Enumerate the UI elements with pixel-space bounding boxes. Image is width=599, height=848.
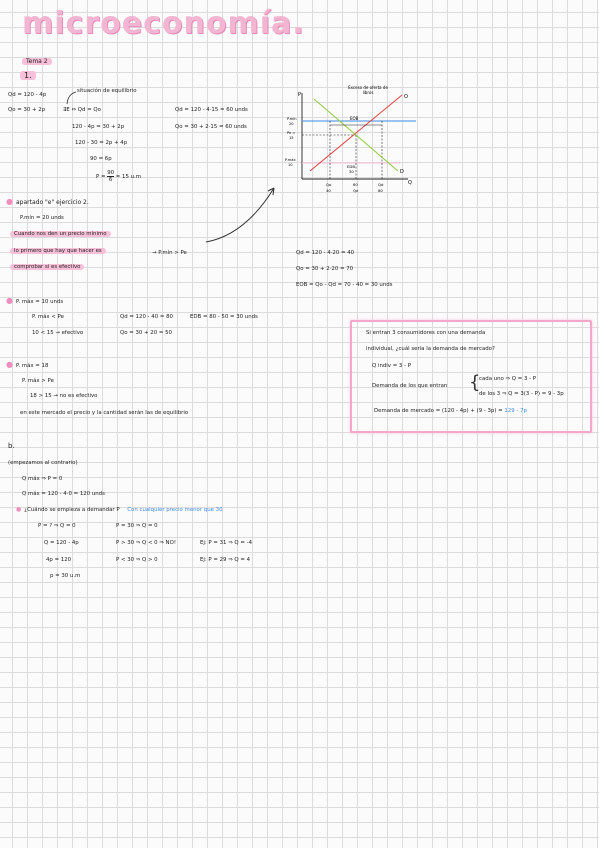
demand-label: D: [400, 169, 404, 175]
brace-icon: {: [469, 372, 481, 393]
edb-label: EDB: [347, 164, 355, 169]
apartado-e-line3: comprobar si es efectivo: [10, 264, 84, 271]
pmax10-line2: 10 < 15 → efectivo: [32, 330, 84, 336]
p-axis-label: P: [298, 92, 302, 98]
pmax10-heading: ● P. máx = 10 unds: [6, 296, 64, 305]
eob-label: EOB: [350, 116, 359, 121]
demand-equation: Qd = 120 - 4p: [8, 92, 47, 98]
pmax18-line1: P. máx > Pe: [22, 378, 54, 384]
ex-b-c3-1: Ej: P = 29 ⇒ Q = 4: [200, 557, 251, 563]
ex-b-line3: Q máx = 120 - 4·0 = 120 unds: [22, 491, 105, 497]
pmax10-qo: Qo = 30 + 20 = 50: [120, 330, 172, 336]
apartado-e-qd: Qd = 120 - 4·20 = 40: [296, 250, 355, 256]
equilibrium-note: situación de equilibrio: [77, 88, 137, 94]
step-2: 120 - 4p = 30 + 2p: [72, 124, 125, 130]
pmin-value: 20: [289, 122, 294, 126]
ex-b-c2-1: P > 30 ⇒ Q < 0 ⇒ NO!: [116, 540, 176, 546]
step-4: 90 = 6p: [90, 156, 112, 162]
apartado-e-eob: EOB = Qo - Qd = 70 - 40 = 30 unds: [296, 282, 393, 288]
x-value-qo: 40: [326, 188, 331, 193]
pe-label: Pe =: [287, 131, 296, 135]
apartado-e-line1: Cuando nos den un precio mínimo: [10, 231, 111, 238]
q-axis-label: Q: [408, 180, 412, 186]
x-label-qo: Qo: [326, 182, 332, 187]
supply-label: O: [404, 94, 408, 100]
edb-value: 30: [349, 169, 354, 174]
pmax-label: P.máx: [285, 158, 296, 162]
pmax10-edb: EDB = 80 - 50 = 30 unds: [190, 314, 258, 320]
pmax18-heading: ● P. máx = 18: [6, 360, 49, 369]
page-title: microeconomía.: [22, 6, 305, 41]
step-1: ∃E ⇔ Qd = Qo: [63, 107, 101, 113]
qo-result: Qo = 30 + 2·15 = 60 unds: [175, 124, 247, 130]
apartado-e-line2: lo primero que hay que hacer es: [10, 248, 106, 255]
apartado-e-heading: ● apartado "e" ejercicio 2.: [6, 197, 89, 206]
connector-arrow-icon: [200, 180, 280, 250]
pmax10-qd: Qd = 120 - 40 = 80: [120, 314, 173, 320]
step-3: 120 - 30 = 2p + 4p: [75, 140, 128, 146]
qd-result: Qd = 120 - 4·15 = 60 unds: [175, 107, 248, 113]
apartado-e-qo: Qo = 30 + 2·20 = 70: [296, 266, 354, 272]
supply-demand-graph: [280, 85, 420, 200]
pmax10-line1: P. máx < Pe: [32, 314, 64, 320]
box-line4-three: de los 3 ⇒ Q = 3(3 - P) = 9 - 3p: [479, 391, 564, 397]
ex-b-c2-2: P < 30 ⇒ Q > 0: [116, 557, 158, 563]
ex-b-c1-2: 4p = 120: [46, 557, 72, 563]
ex-b-c1-0: P = ? ⇒ Q = 0: [38, 523, 76, 529]
x-label-qd: Qd: [378, 182, 384, 187]
ex-b-c3-0: Ej: P = 31 ⇒ Q = -4: [200, 540, 252, 546]
box-line1: Si entran 3 consumidores con una demanda: [366, 330, 486, 336]
note-arrow-icon: [64, 90, 78, 106]
supply-equation: Qo = 30 + 2p: [8, 107, 46, 113]
pmax-value: 10: [288, 163, 293, 167]
ex-b-line2: Q máx ⇒ P = 0: [22, 476, 63, 482]
pmax18-line3: en este mercado el precio y la cantidad serán las de equilibrio: [20, 410, 189, 416]
pmax18-line2: 18 > 15 → no es efectivo: [30, 393, 98, 399]
ex-b-c1-1: Q = 120 - 4p: [44, 540, 79, 546]
ex-b-line4: ● ¿Cuándo se empieza a demandar P Con cualquier precio menor que 30: [16, 506, 223, 513]
ex-b-line1: (empezamos al contrario): [8, 460, 78, 466]
ex-b-c1-3: p = 30 u.m: [50, 573, 81, 579]
apartado-e-arrow: → P.mín > Pe: [152, 250, 187, 256]
pmin-label: P.mín: [287, 117, 297, 121]
box-line4-label: Demanda de los que entran: [372, 383, 448, 389]
ex-b-c2-0: P = 30 ⇒ Q = 0: [116, 523, 158, 529]
box-line3: Q indiv = 3 - P: [372, 363, 411, 369]
section-heading-tema: Tema 2: [22, 58, 52, 65]
apartado-e-pmin: P.mín = 20 unds: [20, 215, 64, 221]
exercise-b-label: b.: [8, 442, 15, 450]
x-label-qe: 60: [353, 182, 358, 187]
box-line5: Demanda de mercado = (120 - 4p) + (9 - 3p) = 129 - 7p: [374, 408, 527, 414]
graph-title-1: Exceso de oferta de: [348, 85, 388, 90]
box-line4-each: cada uno ⇒ Q = 3 - P: [479, 376, 537, 382]
exercise-number-1: 1.: [20, 72, 36, 79]
x-value-qd: 80: [378, 188, 383, 193]
pe-value: 15: [289, 136, 294, 140]
x-value-qe: Qe: [353, 188, 359, 193]
step-5: P = $\frac{90}{6}$ = 15 u.m: [96, 170, 141, 183]
box-line2: individual, ¿cuál sería la demanda de mercado?: [366, 346, 495, 352]
graph-title-2: libros: [362, 90, 374, 95]
